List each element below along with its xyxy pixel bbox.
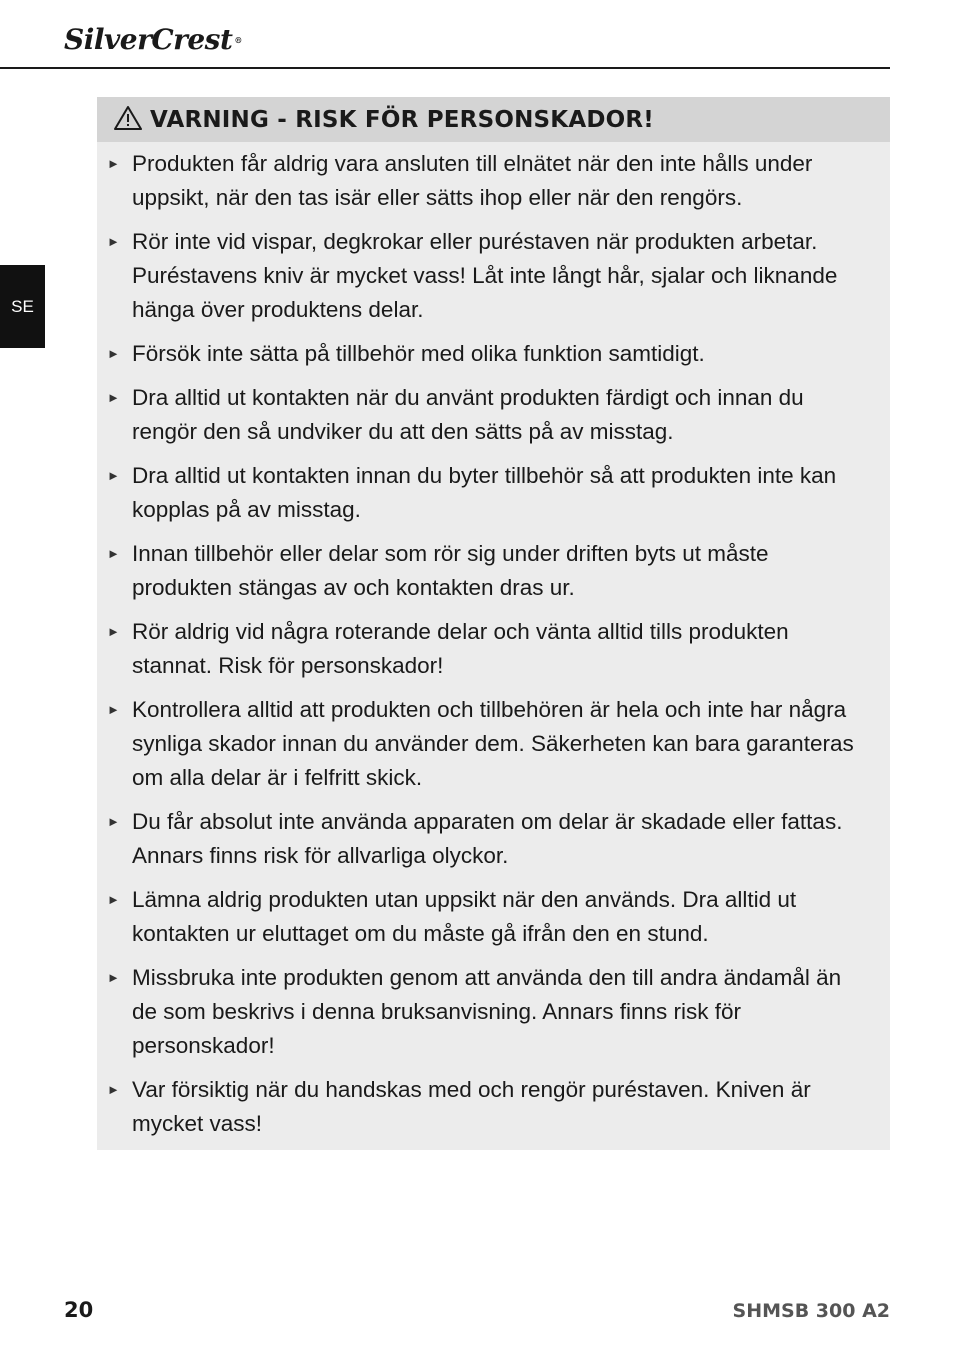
bullet-arrow-icon: ► [107, 624, 120, 639]
bullet-arrow-icon: ► [107, 468, 120, 483]
warning-box [97, 97, 890, 1150]
list-item [97, 883, 890, 951]
list-item [97, 805, 890, 873]
brand-name: SilverCrest [64, 23, 233, 56]
bullet-arrow-icon: ► [107, 346, 120, 361]
model-number: SHMSB 300 A2 [732, 1300, 890, 1322]
item-text: Du får absolut inte använda apparaten om delar är skadade eller fattas. Annars finns risk för allvarliga olyckor. [132, 809, 843, 868]
item-text: Dra alltid ut kontakten innan du byter tillbehör så att produkten inte kan kopplas på av misstag. [132, 463, 837, 522]
header-divider [0, 67, 890, 69]
bullet-arrow-icon: ► [107, 390, 120, 405]
item-text: Lämna aldrig produkten utan uppsikt när den används. Dra alltid ut kontakten ur eluttaget om du måste gå ifrån den en stund. [132, 887, 797, 946]
list-item [97, 537, 890, 605]
item-text: Var försiktig när du handskas med och rengör puréstaven. Kniven är mycket vass! [132, 1077, 811, 1136]
language-tab [0, 265, 45, 348]
item-text: Produkten får aldrig vara ansluten till elnätet när den inte hålls under uppsikt, när den tas isär eller sätts ihop eller när den rengörs. [132, 151, 813, 210]
list-item [97, 693, 890, 795]
item-text: Missbruka inte produkten genom att använda den till andra ändamål än de som beskrivs i denna bruksanvisning. Annars finns risk för personskador! [132, 965, 842, 1058]
list-item [97, 1073, 890, 1141]
warning-triangle-icon [113, 105, 143, 131]
bullet-arrow-icon: ► [107, 892, 120, 907]
item-text: Rör inte vid vispar, degkrokar eller puréstaven när produkten arbetar. Puréstavens kniv är mycket vass! Låt inte långt hår, sjalar och liknande hänga över produktens delar. [132, 229, 838, 322]
list-item [97, 337, 890, 371]
bullet-arrow-icon: ► [107, 156, 120, 171]
bullet-arrow-icon: ► [107, 234, 120, 249]
brand-logo [64, 22, 242, 58]
bullet-arrow-icon: ► [107, 546, 120, 561]
warning-title: VARNING - RISK FÖR PERSONSKADOR! [150, 106, 654, 133]
bullet-arrow-icon: ► [107, 702, 120, 717]
warning-header [97, 97, 890, 142]
item-text: Dra alltid ut kontakten när du använt produkten färdigt och innan du rengör den så undviker du att den sätts på av misstag. [132, 385, 804, 444]
registered-mark: ® [234, 35, 242, 45]
item-text: Rör aldrig vid några roterande delar och vänta alltid tills produkten stannat. Risk för personskador! [132, 619, 789, 678]
list-item [97, 615, 890, 683]
item-text: Innan tillbehör eller delar som rör sig under driften byts ut måste produkten stängas av och kontakten dras ur. [132, 541, 769, 600]
bullet-arrow-icon: ► [107, 814, 120, 829]
item-text: Försök inte sätta på tillbehör med olika funktion samtidigt. [132, 341, 705, 366]
bullet-arrow-icon: ► [107, 970, 120, 985]
warning-list [97, 142, 890, 1141]
list-item [97, 225, 890, 327]
item-text: Kontrollera alltid att produkten och tillbehören är hela och inte har några synliga skador innan du använder dem. Säkerheten kan bara garanteras om alla delar är i felfritt skick. [132, 697, 854, 790]
list-item [97, 961, 890, 1063]
bullet-arrow-icon: ► [107, 1082, 120, 1097]
list-item [97, 147, 890, 215]
page-number: 20 [64, 1298, 94, 1322]
list-item [97, 381, 890, 449]
list-item [97, 459, 890, 527]
language-label: SE [11, 296, 34, 316]
